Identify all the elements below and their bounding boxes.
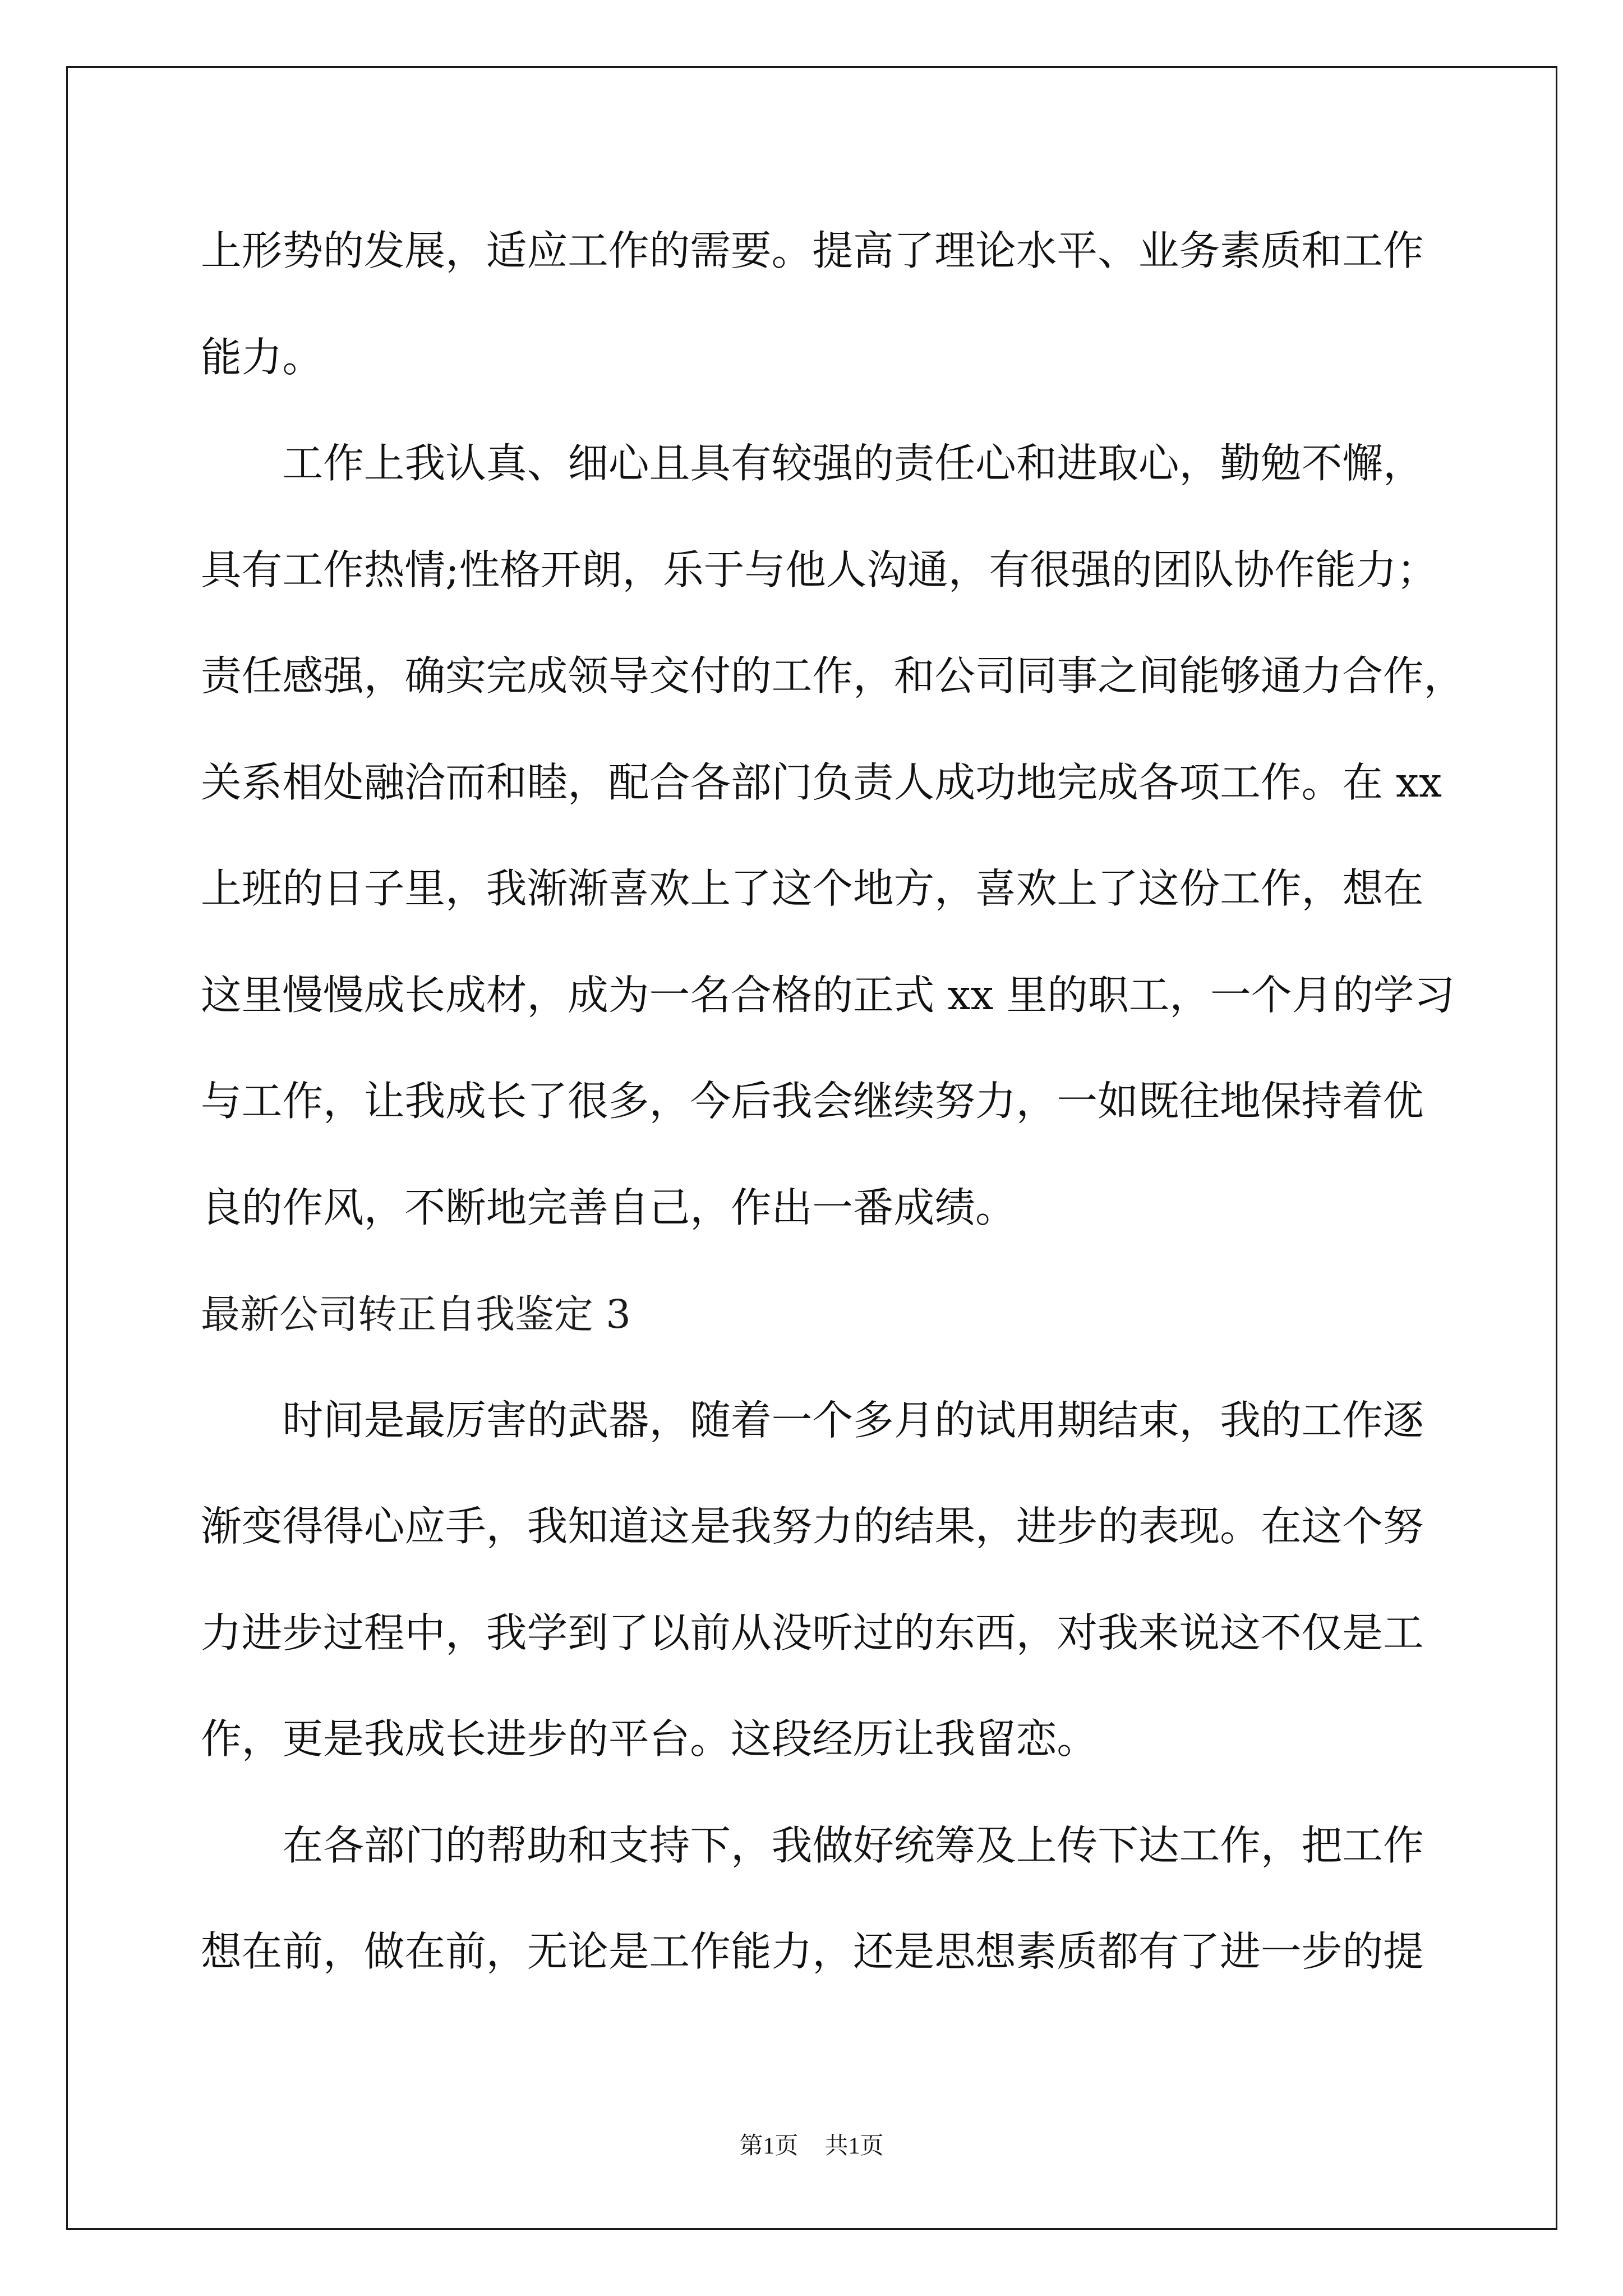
text-line: 这里慢慢成长成材，成为一名合格的正式 xx 里的职工，一个月的学习 — [201, 972, 1455, 1019]
text-line: 力进步过程中，我学到了以前从没听过的东西，对我来说这不仅是工 — [201, 1609, 1424, 1657]
text-line: 上形势的发展，适应工作的需要。提高了理论水平、业务素质和工作 — [201, 228, 1424, 275]
text-line: 想在前，做在前，无论是工作能力，还是思想素质都有了进一步的提 — [201, 1929, 1424, 1976]
paragraph — [201, 1793, 1424, 2006]
text-line: 时间是最厉害的武器，随着一个多月的试用期结束，我的工作逐 — [282, 1397, 1424, 1444]
text-line: 上班的日子里，我渐渐喜欢上了这个地方，喜欢上了这份工作，想在 — [201, 866, 1424, 913]
page-count: 共1页 — [824, 2133, 884, 2159]
paragraph — [201, 411, 1465, 1262]
text-line: 渐变得得心应手，我知道这是我努力的结果，进步的表现。在这个努 — [201, 1503, 1424, 1550]
text-line: 能力。 — [201, 334, 324, 381]
page-footer — [0, 2132, 1623, 2161]
text-line: 关系相处融洽而和睦，配合各部门负责人成功地完成各项工作。在 xx — [201, 759, 1442, 807]
text-line: 良的作风，不断地完善自己，作出一番成绩。 — [201, 1184, 1016, 1232]
section-heading: 最新公司转正自我鉴定 3 — [201, 1291, 631, 1337]
paragraph — [201, 1368, 1424, 1793]
text-line: 在各部门的帮助和支持下，我做好统筹及上传下达工作，把工作 — [282, 1822, 1424, 1870]
text-line: 作，更是我成长进步的平台。这段经历让我留恋。 — [201, 1716, 1098, 1763]
text-line: 与工作，让我成长了很多，今后我会继续努力，一如既往地保持着优 — [201, 1078, 1424, 1125]
text-line: 工作上我认真、细心且具有较强的责任心和进取心，勤勉不懈， — [282, 440, 1424, 487]
text-line: 责任感强，确实完成领导交付的工作，和公司同事之间能够通力合作， — [201, 653, 1465, 700]
text-line: 具有工作热情;性格开朗，乐于与他人沟通，有很强的团队协作能力； — [201, 546, 1438, 594]
page-number: 第1页 — [739, 2133, 799, 2159]
document-body — [201, 199, 1465, 2006]
paragraph — [201, 199, 1424, 411]
